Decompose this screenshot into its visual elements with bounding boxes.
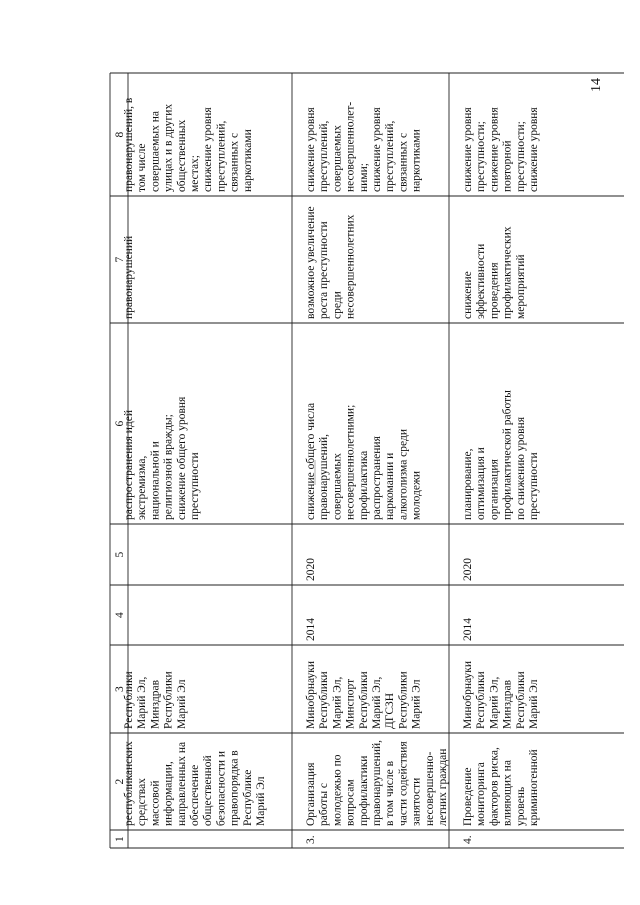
cell-title-line: правонарушений, — [371, 739, 383, 826]
cell-result-line: распространения идей — [123, 409, 135, 520]
column-header-number: 1 — [114, 836, 126, 842]
cell-result-line: молодежи — [410, 470, 423, 520]
cell-indicators-line: снижение уровня — [305, 107, 317, 192]
cell-indicators-line: снижение уровня — [371, 107, 383, 192]
cell-indicators-line: преступности; — [475, 121, 488, 192]
cell-indicators-line: местах; — [189, 155, 201, 192]
cell-title-line: занятости — [410, 777, 423, 826]
cell-consequences-line: эффективности — [475, 243, 488, 319]
row-number: 3. — [305, 835, 317, 844]
cell-executors-line: Минспорт — [344, 678, 357, 729]
cell-indicators-line: снижение уровня — [462, 107, 474, 192]
cell-title-line: Республике — [241, 769, 254, 826]
cell-consequences-line: несовершеннолетних — [344, 214, 357, 319]
cell-result-line: по снижению уровня — [514, 417, 527, 520]
cell-indicators-line: совершаемых — [331, 125, 344, 192]
cell-executors-line: Республики — [357, 671, 370, 729]
cell-indicators-line: преступлений, — [215, 120, 228, 192]
cell-result-line: профилактической работы — [501, 390, 514, 520]
cell-title-line: средствах — [136, 778, 149, 826]
cell-result-line: снижение общего уровня — [175, 396, 188, 520]
page-number: 14 — [589, 78, 604, 92]
cell-title-line: части содействия — [397, 741, 410, 826]
cell-title-line: обеспечение — [189, 764, 201, 826]
cell-result-line: наркомании и — [384, 452, 397, 520]
cell-result-line: профилактика — [357, 450, 370, 520]
cell-indicators-line: улицах и в других — [162, 103, 175, 192]
cell-result-line: несовершеннолетними; — [344, 404, 357, 520]
cell-executors-line: Марий Эл — [410, 679, 423, 729]
cell-title-line: молодежью по — [331, 754, 344, 826]
cell-executors-line: Минобрнауки — [305, 660, 317, 729]
cell-executors-line: Минздрав — [149, 679, 162, 729]
cell-executors-line: Марий Эл — [528, 679, 540, 729]
cell-title-line: в том числе в — [384, 760, 397, 826]
cell-executors-line: Республики — [514, 671, 527, 729]
cell-title-line: факторов риска, — [488, 747, 501, 826]
cell-title-line: правопорядка в — [228, 750, 241, 826]
cell-title-line: информации, — [162, 761, 175, 826]
cell-title-line: направленных на — [175, 741, 188, 826]
cell-title-line: криминогенной — [528, 749, 540, 826]
cell-indicators-line: наркотиками — [241, 129, 254, 192]
cell-title-line: Марий Эл — [255, 776, 267, 826]
cell-consequences-line: правонарушений — [123, 235, 135, 319]
cell-executors-line: Марий Эл — [175, 679, 188, 729]
cell-executors-line: Марий Эл, — [488, 676, 501, 729]
cell-consequences-line: профилактических — [501, 226, 514, 319]
cell-consequences-line: роста преступности — [318, 221, 331, 319]
cell-indicators-line: том числе — [136, 143, 149, 192]
cell-consequences-line: проведения — [488, 262, 501, 319]
cell-end: 2020 — [462, 558, 474, 581]
cell-title-line: безопасности и — [215, 750, 228, 826]
cell-consequences-line: среди — [331, 291, 344, 319]
cell-executors-line: Республики — [397, 671, 410, 729]
cell-indicators-line: правонарушений, в — [123, 97, 135, 192]
cell-title-line: уровень — [514, 786, 527, 826]
cell-title-line: несовершенно- — [423, 751, 436, 826]
cell-executors-line: Республики — [475, 671, 488, 729]
cell-indicators-line: снижение уровня — [202, 107, 215, 192]
cell-start: 2014 — [462, 618, 474, 641]
cell-executors-line: Марий Эл, — [331, 676, 344, 729]
column-header-number: 8 — [114, 131, 126, 138]
cell-title-line: массовой — [149, 780, 162, 826]
cell-title-line: общественной — [202, 755, 215, 826]
cell-title-line: профилактики — [357, 755, 370, 826]
cell-result-line: снижение общего числа — [305, 402, 317, 520]
cell-executors-line: Марий Эл, — [371, 676, 383, 729]
cell-indicators-line: связанных с — [228, 132, 241, 192]
cell-indicators-line: повторной — [501, 140, 514, 192]
cell-result-line: совершаемых — [331, 453, 344, 520]
cell-executors-line: Минобрнауки — [462, 660, 474, 729]
column-header-number: 7 — [114, 256, 126, 263]
cell-result-line: распространения — [371, 436, 383, 520]
cell-title-line: Проведение — [462, 767, 474, 826]
cell-indicators-line: снижение уровня — [528, 107, 540, 192]
cell-indicators-line: несовершеннолет- — [344, 101, 357, 192]
cell-title-line: влияющих на — [501, 760, 514, 826]
cell-consequences-line: возможное увеличение — [305, 206, 317, 319]
column-header-number: 4 — [114, 612, 126, 618]
cell-indicators-line: преступлений, — [384, 120, 397, 192]
cell-indicators-line: наркотиками — [410, 129, 423, 192]
column-header-number: 5 — [114, 551, 126, 558]
cell-result-line: правонарушений, — [318, 433, 331, 520]
cell-indicators-line: преступлений, — [318, 120, 331, 192]
cell-end: 2020 — [305, 558, 317, 581]
cell-indicators-line: преступности; — [514, 121, 527, 192]
cell-executors-line: Марий Эл, — [136, 676, 149, 729]
cell-result-line: планирование, — [462, 448, 474, 520]
cell-indicators-line: общественных — [175, 119, 188, 192]
cell-indicators-line: связанных с — [397, 132, 410, 192]
cell-consequences-line: мероприятий — [514, 254, 527, 319]
row-number: 4. — [462, 835, 474, 844]
cell-executors-line: ДГСЗН — [384, 692, 397, 729]
program-table — [110, 73, 624, 848]
cell-title-line: вопросам — [344, 779, 357, 826]
cell-result-line: оптимизация и — [475, 447, 488, 520]
cell-title-line: мониторинга — [475, 762, 488, 826]
cell-result-line: национальной и — [149, 441, 162, 520]
cell-executors-line: Минздрав — [501, 679, 514, 729]
cell-executors-line: Республики — [318, 671, 331, 729]
cell-start: 2014 — [305, 618, 317, 641]
cell-title-line: республиканских — [123, 741, 135, 826]
cell-result-line: алкоголизма среди — [397, 429, 410, 520]
cell-executors-line: Республики — [162, 671, 175, 729]
cell-indicators-line: совершаемых на — [149, 110, 162, 192]
cell-title-line: работы с — [318, 782, 331, 826]
column-header-number: 3 — [114, 686, 126, 692]
column-header-number: 6 — [114, 420, 126, 427]
cell-title-line: Организация — [305, 762, 317, 826]
cell-indicators-line: ними; — [357, 163, 370, 192]
cell-executors-line: Республики — [123, 671, 135, 729]
column-header-number: 2 — [114, 778, 126, 785]
cell-result-line: религиозной вражды; — [162, 414, 175, 520]
cell-indicators-line: снижение уровня — [488, 107, 501, 192]
cell-consequences-line: снижение — [462, 271, 474, 319]
cell-result-line: экстремизма, — [136, 455, 149, 520]
cell-result-line: преступности — [528, 452, 540, 520]
cell-result-line: организация — [488, 459, 501, 520]
cell-result-line: преступности — [189, 452, 201, 520]
cell-title-line: летних граждан — [437, 748, 449, 826]
